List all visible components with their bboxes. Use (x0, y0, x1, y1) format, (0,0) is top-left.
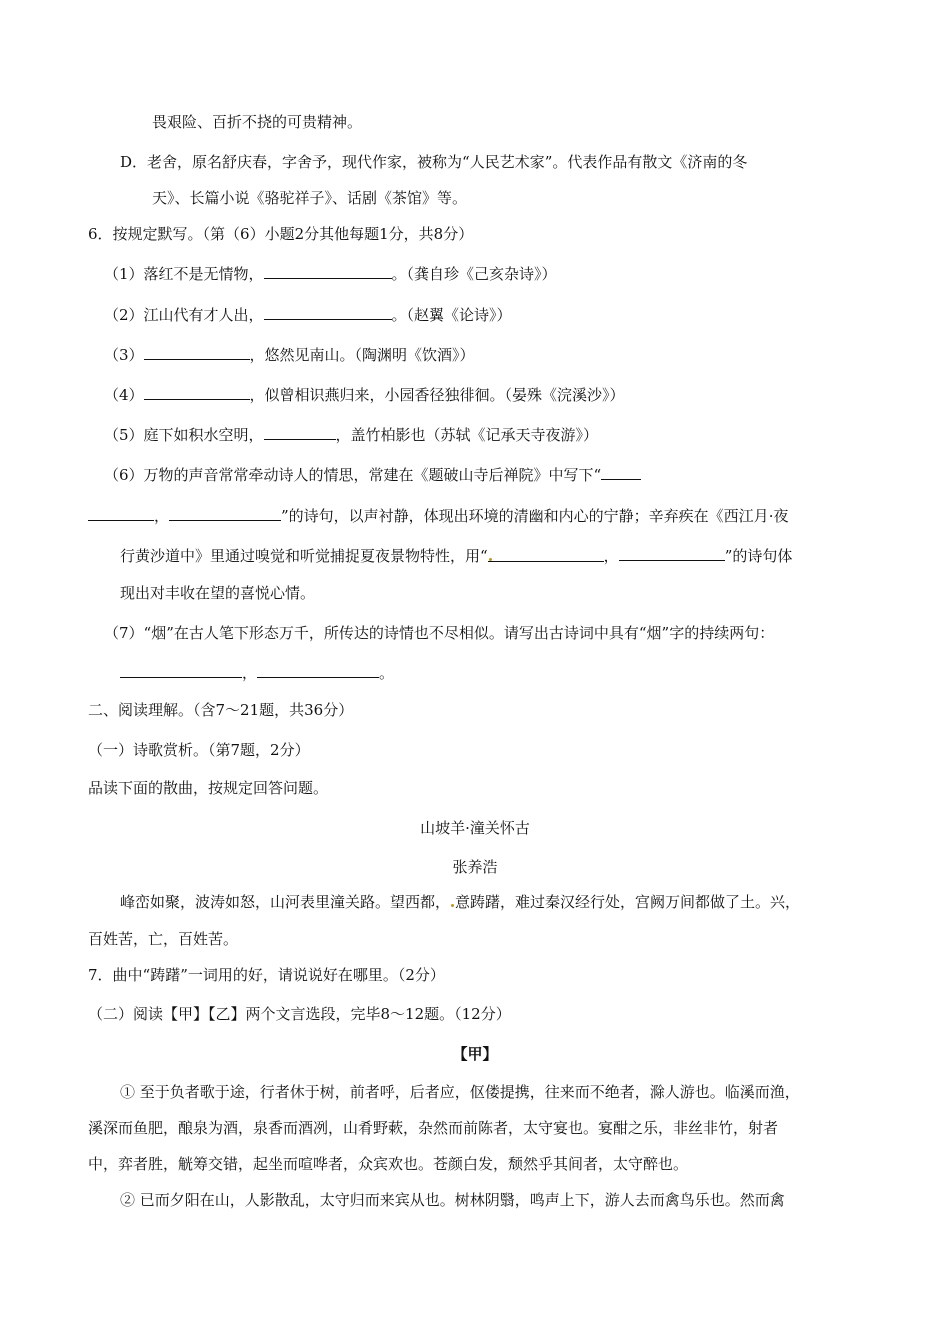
comma: ， (603, 547, 619, 565)
passage-p1-line1: ① 至于负者歌于途，行者休于树，前者呼，后者应，伛偻提携，往来而不绝者，滁人游也。临溪而渔， (120, 1083, 800, 1101)
period: 。 (379, 664, 395, 682)
q6-item-7-line2 (120, 662, 394, 683)
passage-p1-line2: 溪深而鱼肥，酿泉为酒，泉香而酒冽，山肴野蔌，杂然而前陈者，太守宴也。宴酣之乐，非丝非竹，射者 (88, 1119, 779, 1137)
comma: ， (154, 507, 170, 525)
q6-item-6-text-3: 行黄沙道中》里通过嗅觉和听觉捕捉夏夜景物特性，用“ (120, 547, 488, 565)
blank-6a-start[interactable] (601, 464, 641, 480)
q6-item-2-text: （2）江山代有才人出， (104, 306, 264, 324)
q6-item-3-label: （3） (104, 346, 144, 364)
q6-item-4-text: ，似曾相识燕归来，小园香径独徘徊。（晏殊《浣溪沙》） (249, 386, 625, 404)
q6-item-4 (104, 384, 625, 405)
section-2-title: （二）阅读【甲】【乙】两个文言选段，完毕8～12题。（12分） (88, 1005, 511, 1023)
question-6-title: 6．按规定默写。（第（6）小题2分其他每题1分，共8分） (88, 225, 474, 243)
q6-item-7-line1: （7）“烟”在古人笔下形态万千，所传达的诗情也不尽相似。请写出古诗词中具有“烟”字的持续两句： (104, 624, 775, 642)
blank-2[interactable] (264, 304, 392, 320)
poem-line-1 (120, 892, 800, 912)
section-1-title: （一）诗歌赏析。（第7题，2分） (88, 741, 310, 759)
blank-6b[interactable] (169, 505, 281, 521)
blank-7b[interactable] (257, 662, 379, 678)
q6-item-1-text: （1）落红不是无情物， (104, 265, 264, 283)
q6-item-1-source: 。（龚自珍《己亥杂诗》） (391, 265, 557, 283)
mark-dot (451, 904, 454, 907)
q6-item-4-label: （4） (104, 386, 144, 404)
q6-item-5-text: （5）庭下如积水空明， (104, 426, 264, 444)
option-c-tail: 畏艰险、百折不挠的可贵精神。 (152, 113, 363, 131)
q6-item-1 (104, 263, 557, 284)
blank-6d[interactable] (619, 545, 725, 561)
q6-item-6-text: （6）万物的声音常常牵动诗人的情思，常建在《题破山寺后禅院》中写下“ (104, 466, 602, 484)
poem-intro: 品读下面的散曲，按规定回答问题。 (88, 779, 329, 797)
q6-item-6-line4: 现出对丰收在望的喜悦心情。 (120, 584, 316, 602)
blank-1[interactable] (264, 263, 392, 279)
poem-line-2: 百姓苦，亡，百姓苦。 (88, 930, 239, 948)
q6-item-3-text: ，悠然见南山。（陶渊明《饮酒》） (249, 346, 475, 364)
passage-p1-line3: 中，弈者胜，觥筹交错，起坐而喧哗者，众宾欢也。苍颜白发，颓然乎其间者，太守醉也。 (88, 1155, 689, 1173)
poem-title: 山坡羊·潼关怀古 (420, 819, 530, 837)
q6-item-5 (104, 424, 598, 445)
blank-7a[interactable] (120, 662, 242, 678)
option-d-line2: 天》、长篇小说《骆驼祥子》、话剧《茶馆》等。 (152, 189, 468, 207)
q6-item-6-text-4: ”的诗句体 (724, 547, 793, 565)
q6-item-2-source: 。（赵翼《论诗》） (391, 306, 512, 324)
poem-line-1-a: 峰峦如聚，波涛如怒，山河表里潼关路。望西都， (120, 893, 451, 911)
q6-item-2 (104, 304, 512, 325)
poem-author: 张养浩 (452, 858, 498, 876)
comma: ， (242, 664, 258, 682)
q6-item-6-text-2: ”的诗句，以声衬静，体现出环境的清幽和内心的宁静；辛弃疾在《西江月·夜 (281, 507, 789, 525)
q6-item-6-line1 (104, 464, 641, 485)
q6-item-6-line2 (88, 505, 788, 526)
poem-line-1-b: 意踌躇，难过秦汉经行处，宫阙万间都做了土。兴， (455, 893, 801, 911)
blank-5[interactable] (264, 424, 336, 440)
blank-4[interactable] (144, 384, 250, 400)
blank-3[interactable] (144, 344, 250, 360)
part-2-title: 二、阅读理解。（含7～21题，共36分） (88, 701, 354, 719)
question-7: 7．曲中“踌躇”一词用的好，请说说好在哪里。（2分） (88, 966, 445, 984)
option-d-line1: D．老舍，原名舒庆春，字舍予，现代作家，被称为“人民艺术家”。代表作品有散文《济南的冬 (120, 153, 748, 171)
blank-6a[interactable] (88, 505, 154, 521)
mark-dot (489, 558, 492, 561)
blank-6c[interactable] (488, 546, 604, 562)
q6-item-6-line3 (120, 545, 792, 566)
passage-jia-label: 【甲】 (452, 1045, 498, 1063)
passage-p2-line1: ② 已而夕阳在山，人影散乱，太守归而来宾从也。树林阴翳，鸣声上下，游人去而禽鸟乐也。然而禽 (120, 1191, 785, 1209)
q6-item-3 (104, 344, 475, 365)
q6-item-5-source: ，盖竹柏影也（苏轼《记承天寺夜游》） (335, 426, 599, 444)
